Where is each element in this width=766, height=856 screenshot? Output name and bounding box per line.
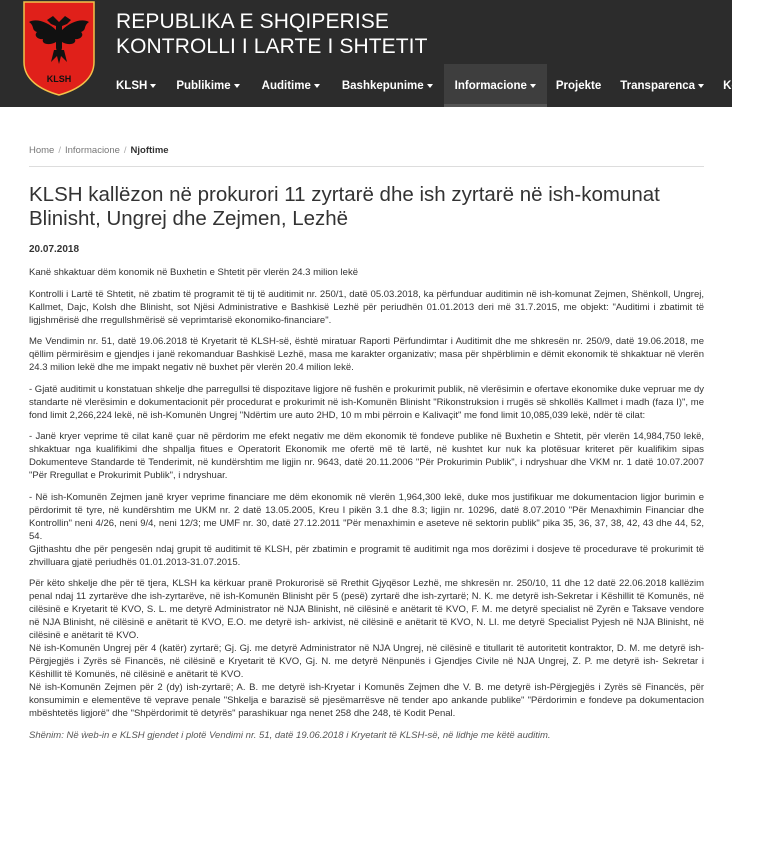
breadcrumb-separator: / — [123, 145, 127, 156]
nav-item-projekte[interactable] — [547, 64, 612, 107]
logo-text: KLSH — [46, 74, 72, 84]
nav-item-label: KLSH — [116, 79, 148, 92]
nav-item-label: Informacione — [454, 79, 527, 92]
article-paragraph: Për këto shkelje dhe për të tjera, KLSH ka kërkuar pranë Prokurorisë së Rrethit Gjyqësor Lezhë, me shkresën nr. 250/10, 11 dhe 12 datë 22.06.2018 kallëzim penal ndaj 11 zyrtarëve dhe ish-zyrtarëve, në ish-Komunën Blinisht për 5 (pesë) zyrtarë dhe ish-zyrtarë; N. K. me detyrë ish-Sekretar i Këshillit të Komunës, në cilësinë e Kryetarit të KVO, S. L. me detyrë Administrator në NJA Blinisht, në cilësinë e anëtarit të KVO, F. M. me detyrë specialist në Zyrën e Taksave vendore në NJA Blinisht, në cilësinë e anëtarit të KVO, E.O. me detyrë ish- arkivist, në cilësinë e anëtarit të KVO, N. LI. me detyrë Specialist Pyjesh në NJA Blinisht, në cilësinë e anëtarit të KVO. — [29, 578, 704, 641]
site-title[interactable] — [116, 9, 428, 59]
main-nav — [0, 64, 766, 107]
caret-down-icon — [234, 84, 240, 88]
article-paragraph: Kanë shkaktuar dëm konomik në Buxhetin e Shtetit për vlerën 24.3 milion lekë — [29, 267, 358, 278]
site-title-line2: KONTROLLI I LARTE I SHTETIT — [116, 35, 428, 58]
article-body — [29, 266, 704, 751]
article-paragraph: Gjithashtu dhe për pengesën ndaj grupit të auditimit të KLSH, për zbatimin e programit të auditimit nga mos dorëzimi i dosjeve të procedurave të prokurimit të zhvilluara gjatë periudhës 01.01.2013-31.07.2015. — [29, 543, 704, 568]
breadcrumb-current: Njoftime — [130, 145, 169, 156]
caret-down-icon — [150, 84, 156, 88]
nav-item-label: Transparenca — [620, 79, 696, 92]
breadcrumb-home[interactable]: Home — [29, 145, 55, 156]
article-note: Shënim: Në ẁeb-in e KLSH gjendet i plotë Vendimi nr. 51, datë 19.06.2018 i Kryetarit të KLSH-së, në lidhje me këtë auditim. — [29, 730, 551, 741]
caret-down-icon — [530, 84, 536, 88]
nav-item-klsh[interactable] — [0, 64, 165, 107]
nav-item-label: Bashkepunime — [341, 79, 424, 92]
article-paragraph: - Janë kryer veprime të cilat kanë çuar në përdorim me efekt negativ me dëm ekonomik të fondeve publike në Buxhetin e Shtetit, për vlerën 14,984,750 lekë, shkaktuar nga kualifikimi dhe shpallja fitues e Operatorit Ekonomik me ofertë më të lartë, në kushtet kur nuk ka plotësuar kriteret për kualifikim sipas Dokumenteve Standarde të Tenderimit, në kundërshtim me ligjin nr. 9643, datë 20.11.2006 "Për Prokurimin Publik", i ndryshuar dhe VKM nr. 1 datë 10.07.2007 "Për Rregullat e Prokurimit Publik", i ndryshuar. — [29, 431, 704, 481]
nav-item-publikime[interactable] — [165, 64, 250, 107]
article-paragraph: Në ish-Komunën Zejmen për 2 (dy) ish-zyrtarë; A. B. me detyrë ish-Kryetar i Komunës Zejmen dhe V. B. me detyrë ish-Përgjegjës i Zyrës së Financës, për konsumimin e elementëve të veprave penale "Shkelja e barazisë së pjesëmarrësve në tender apo ankande publike" "Përdorimin e fondeve pa dokumentacion mbështetës ligjorë" dhe "Shpërdorimit të detyrës" parashikuar nga nenet 258 dhe 248, të Kodit Penal. — [29, 682, 704, 719]
nav-item-transparenca[interactable] — [612, 64, 715, 107]
article-title: KLSH kallëzon në prokurori 11 zyrtarë dhe ish zyrtarë në ish-komunat Blinisht, Ungrej dhe Zejmen, Lezhë — [29, 183, 660, 230]
breadcrumb-divider — [29, 166, 704, 167]
caret-down-icon — [427, 84, 433, 88]
nav-item-informacione[interactable] — [444, 64, 547, 107]
nav-item-label: Publikime — [176, 79, 231, 92]
article-paragraph: - Gjatë auditimit u konstatuan shkelje dhe parregullsi të dispozitave ligjore në fushën e prokurimit publik, në vlerësimin e ofertave ekonomike duke vepruar me dy standarte në vlerësimin e dokumentacionit për procedurat e prokurimit në ish-Komunën Blinisht "Rikonstruksion i rrugës së shkollës Kallmet i madh (faza I)", me fond limit 2,266,224 lekë, në ish-Komunën Ungrej "Ndërtim ure auto 2HD, 10 m mbi përroin e Kalivaçit" me fond limit 10,085,039 lekë, ndër të cilat: — [29, 383, 704, 421]
article-paragraph: Kontrolli i Lartë të Shtetit, në zbatim të programit të tij të auditimit nr. 250/1, datë 05.03.2018, ka përfunduar auditimin në ish-komunat Zejmen, Shënkoll, Ungrej, Kallmet, Dajc, Kolsh dhe Blinisht, sot Njësi Administrative e Bashkisë Lezhë për periudhën 01.01.2013 deri më 31.7.2015, me objekt: "Auditimi i zbatimit të ligjshmërisë dhe rregullshmërisë së veprimtarisë ekonomiko-financiare". — [29, 288, 704, 326]
caret-down-icon — [698, 84, 704, 88]
breadcrumb-separator: / — [58, 145, 61, 156]
site-title-line1: REPUBLIKA E SHQIPERISE — [116, 10, 389, 33]
nav-item-label: Projekte — [555, 79, 602, 92]
article-paragraph: - Në ish-Komunën Zejmen janë kryer veprime financiare me dëm ekonomik në vlerën 1,964,300 lekë, duke mos justifikuar me dokumentacion ligjor burimin e përdorimit të tyre, në kundërshtim me UKM nr. 2 datë 13.05.2005, Kreu I pikën 3.1 dhe 8.3; ligjin nr. 10296, datë 8.07.2010 "Për Menaxhimin Financiar dhe Kontrollin" neni 4/26, neni 9/4, neni 12/3; me UMF nr. 30, datë 27.12.2011 "Për menaxhimin e aseteve në sektorin publik" pika 35, 36, 37, 38, 42, 43 dhe 44, 52, 54. — [29, 491, 704, 542]
nav-item-label: Kontakt — [723, 79, 766, 92]
nav-item-bashkepunime[interactable] — [331, 64, 444, 107]
nav-item-kontakt[interactable] — [715, 64, 766, 107]
article-paragraph: Me Vendimin nr. 51, datë 19.06.2018 të Kryetarit të KLSH-së, është miratuar Raporti Përfundimtar i Auditimit dhe me shkresën nr. 250/9, datë 19.06.2018, me qëllim përmirësim e gjendjes i janë rekomanduar Bashkisë Lezhë, masa me karakter organizativ; masa për shpërblimin e dëmit ekonomik të shkaktuar në vlerën 24.3 milion lekë dhe me impakt negativ në buxhet për vlerën 20.4 milion lekë. — [29, 336, 704, 373]
breadcrumb-section[interactable]: Informacione — [64, 145, 120, 156]
article-paragraph: Në ish-Komunën Ungrej për 4 (katër) zyrtarë; Gj. Gj. me detyrë Administrator në NJA Ungrej, në cilësinë e titullarit të autoritetit kontraktor, D. M. me detyrë ish- Përgjegjës i Zyrës së Financës, në cilësinë e Kryetarit të KVO, Gj. N. me detyrë Nënpunës i Gjendjes Civile në NJA Ungrej, Z. P. me detyrë ish- Sekretar i Këshillit të Komunës, në cilësinë e anëtarit të KVO. — [29, 643, 704, 680]
caret-down-icon — [314, 84, 320, 88]
nav-item-label: Auditime — [261, 79, 311, 92]
site-header — [0, 0, 766, 107]
nav-item-auditime[interactable] — [251, 64, 331, 107]
breadcrumb — [29, 145, 169, 156]
article-date: 20.07.2018 — [29, 244, 80, 255]
